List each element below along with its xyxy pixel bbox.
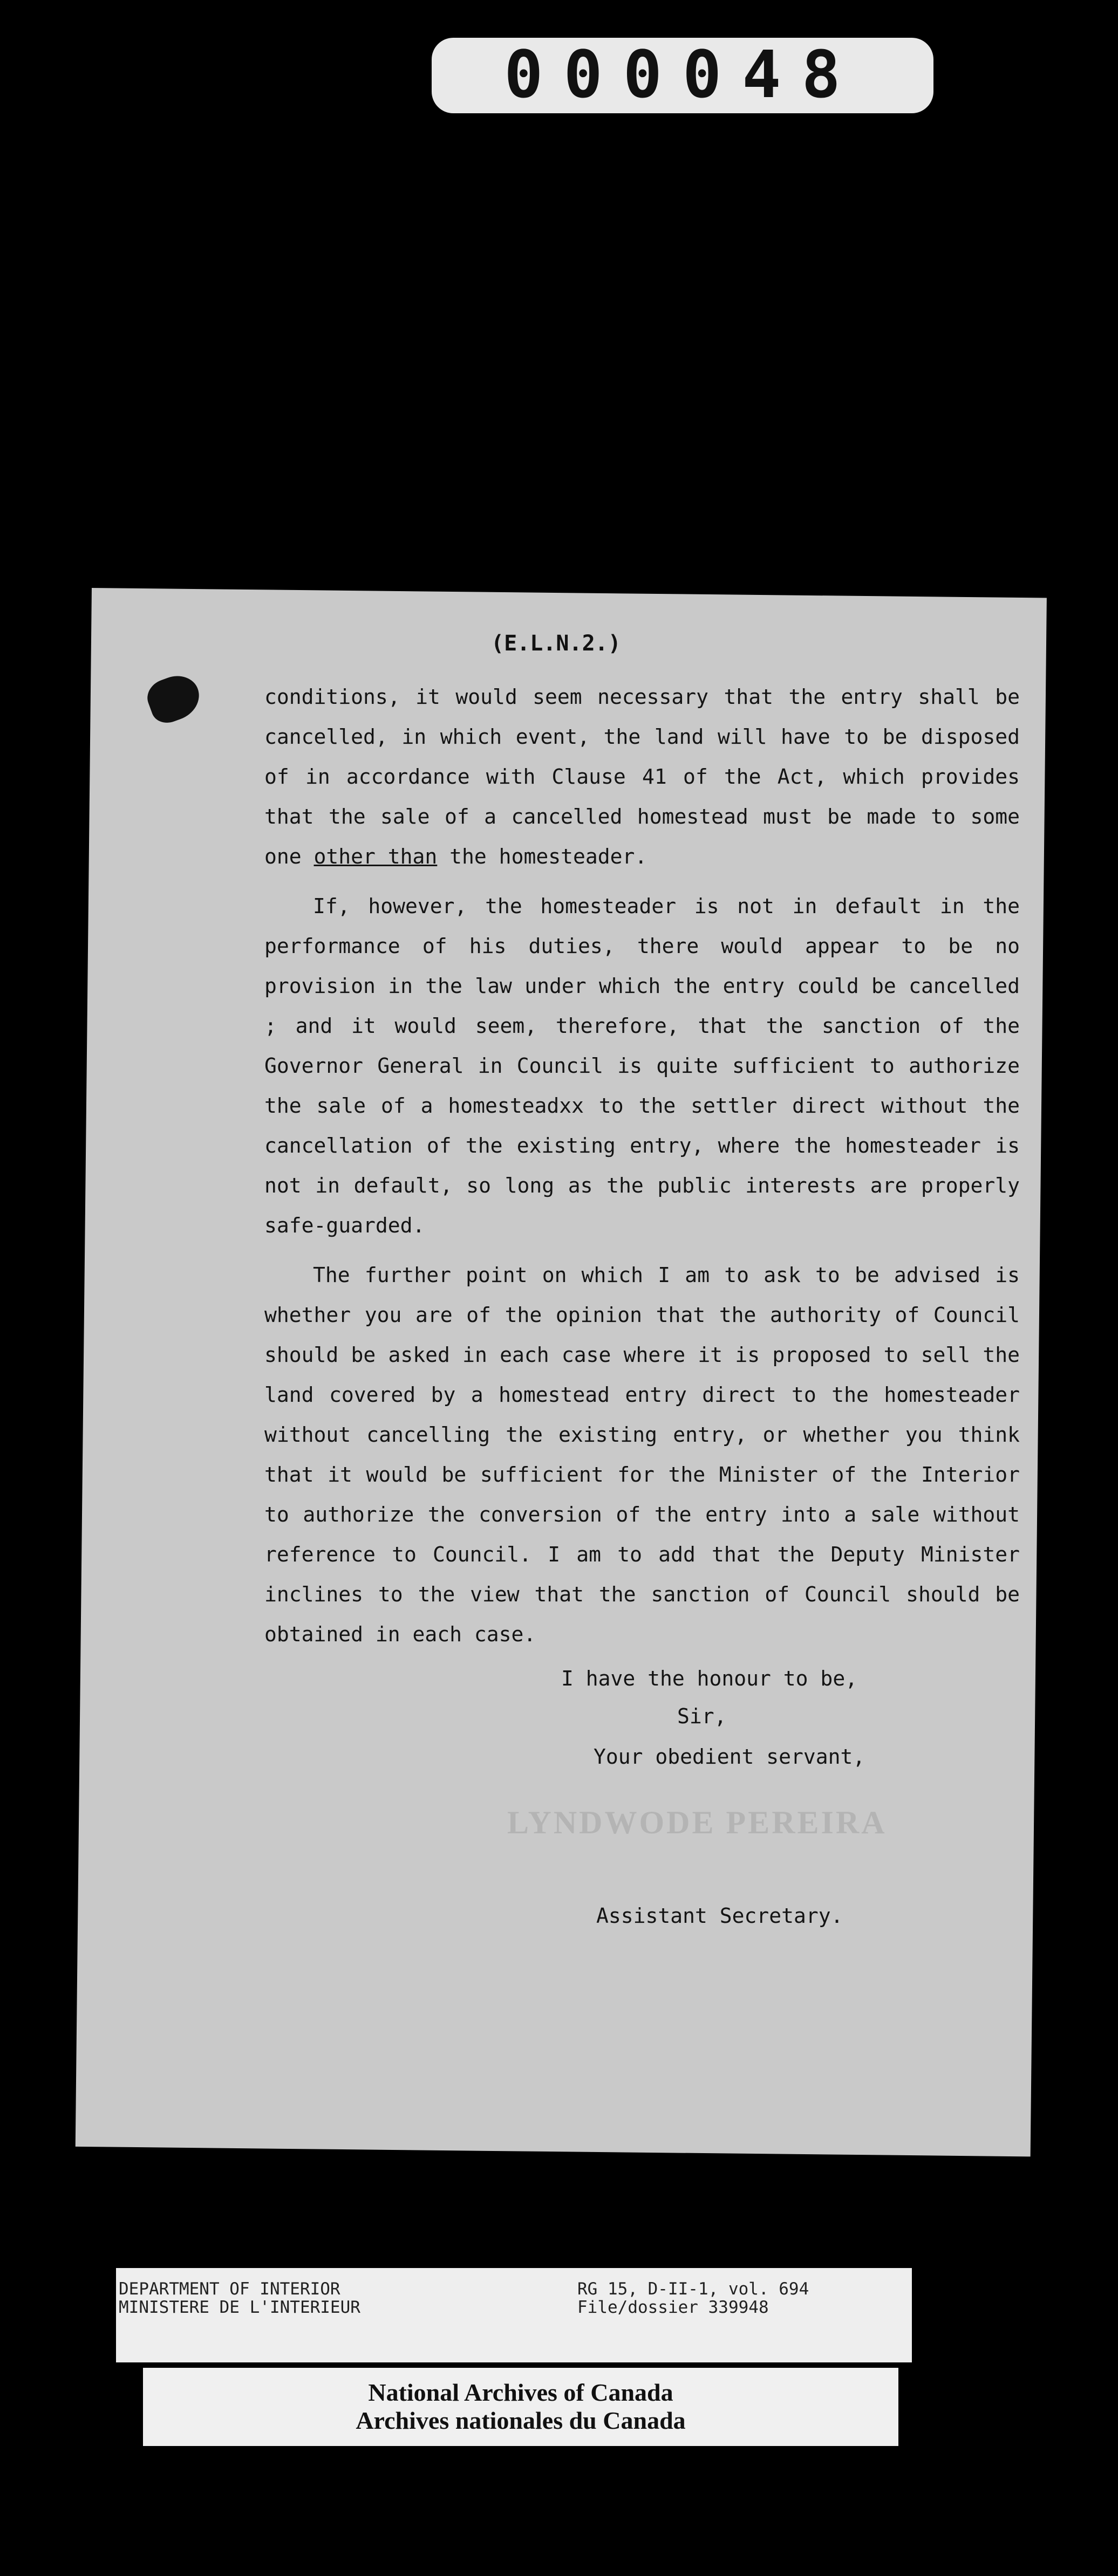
paragraph-3: The further point on which I am to ask to be advised is whether you are of the opinion that the authority of Council should be asked in each case where it is proposed to sell the land covered by a homestead entry direct to the homesteader without cancelling the existing entry, or whether you think that it would be sufficient for the Minister of the Interior to authorize the conversion of the entry into a sale without reference to Council. I am to add that the Deputy Minister inclines to the view that the sanction of Council should be obtained in each case. — [264, 1263, 1020, 1646]
closing-line-1: I have the honour to be, — [561, 1667, 858, 1690]
paragraph-1-text: conditions, it would seem necessary that the entry shall be cancelled, in which event, the land will have to be disposed of in accordance with Clause 41 of the Act, which provides that the sale of a cancelled homestead must be made to some one — [264, 685, 1020, 868]
department-french: MINISTERE DE L'INTERIEUR — [119, 2298, 360, 2317]
paragraph-1 — [264, 677, 1020, 876]
signature-stamp: LYNDWODE PEREIRA — [507, 1805, 887, 1840]
underlined-phrase: other than — [313, 845, 438, 868]
file-number: File/dossier 339948 — [577, 2298, 769, 2317]
archive-label — [143, 2368, 898, 2446]
letter-body — [264, 677, 1020, 1664]
letter-reference: (E.L.N.2.) — [491, 631, 621, 656]
closing-line-2: Sir, — [677, 1704, 727, 1728]
archive-name-french: Archives nationales du Canada — [356, 2407, 686, 2434]
archive-name-english: National Archives of Canada — [368, 2379, 673, 2406]
paragraph-2: If, however, the homesteader is not in default in the performance of his duties, there would appear to be no provision in the law under which the entry could be cancelled ; and it would seem, therefore, that the sanction of the Governor General in Council is quite sufficient to authorize the sale of a homesteadxx to the settler direct without the cancellation of the existing entry, where the homesteader is not in default, so long as the public interests are properly safe-guarded. — [264, 894, 1020, 1237]
frame-number: 000048 — [432, 38, 933, 113]
signature-title: Assistant Secretary. — [596, 1904, 843, 1928]
department-english: DEPARTMENT OF INTERIOR — [119, 2279, 340, 2299]
record-group: RG 15, D-II-1, vol. 694 — [577, 2279, 809, 2299]
closing-line-3: Your obedient servant, — [594, 1745, 865, 1769]
paragraph-1-end: the homesteader. — [437, 845, 647, 868]
archive-reference-strip — [116, 2268, 912, 2362]
